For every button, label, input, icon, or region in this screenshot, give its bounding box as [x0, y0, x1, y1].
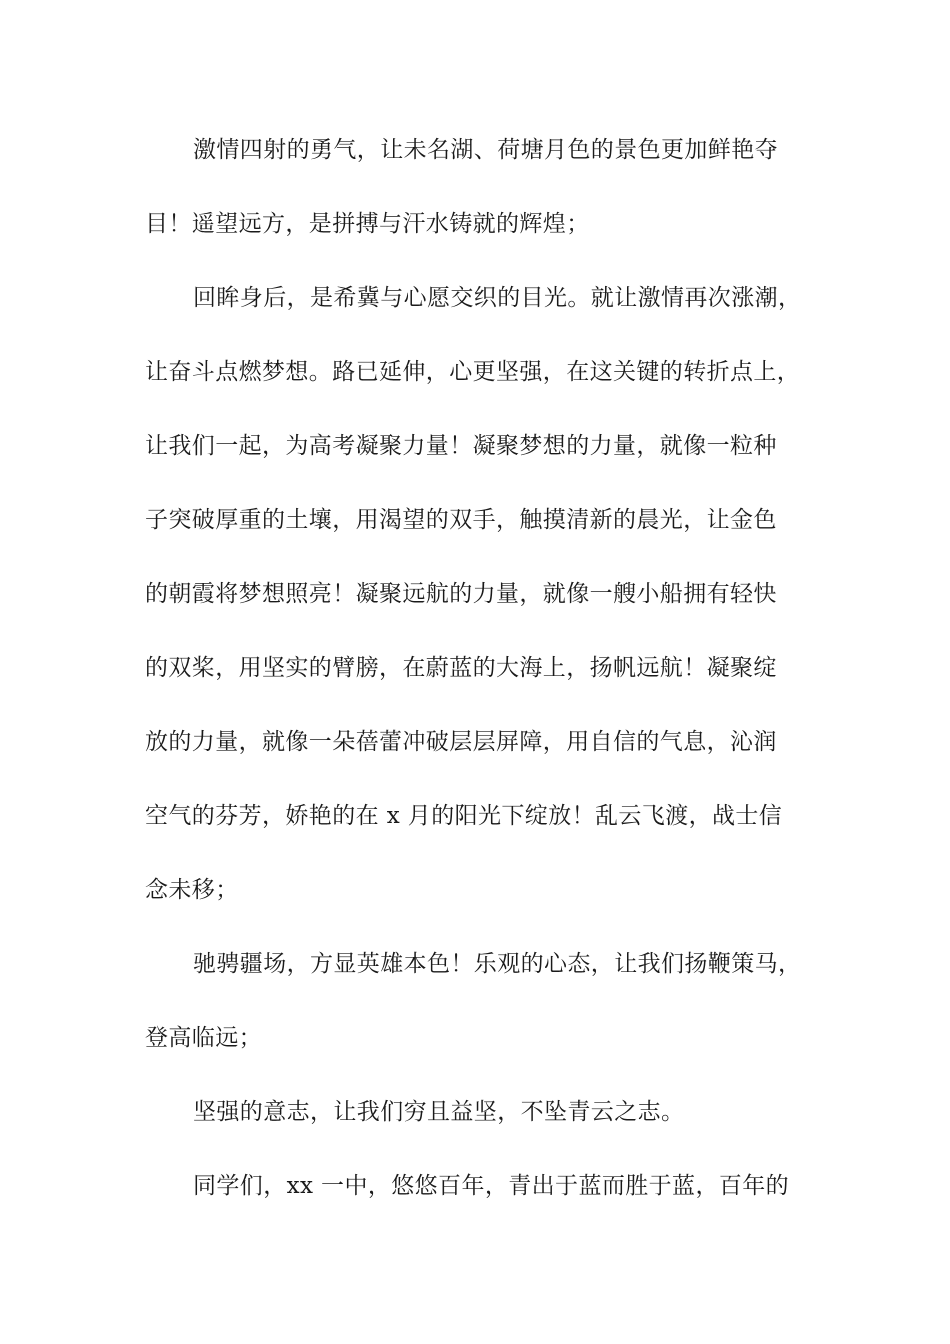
text-line: 登高临远；	[145, 1025, 262, 1051]
text-line: 的双桨，用坚实的臂膀，在蔚蓝的大海上，扬帆远航！凝聚绽	[145, 655, 777, 681]
text-line: 同学们，xx 一中，悠悠百年，青出于蓝而胜于蓝，百年的	[193, 1173, 790, 1199]
text-line: 驰骋疆场，方显英雄本色！乐观的心态，让我们扬鞭策马，	[193, 951, 802, 977]
text-line: 让奋斗点燃梦想。路已延伸，心更坚强，在这关键的转折点上，	[145, 359, 801, 385]
text-line: 坚强的意志，让我们穷且益坚，不坠青云之志。	[193, 1099, 685, 1125]
text-line: 激情四射的勇气，让未名湖、荷塘月色的景色更加鲜艳夺	[193, 137, 778, 163]
text-line: 子突破厚重的土壤，用渴望的双手，触摸清新的晨光，让金色	[145, 507, 777, 533]
text-line: 空气的芬芳，娇艳的在 x 月的阳光下绽放！乱云飞渡，战士信	[145, 803, 783, 829]
text-line: 念未移；	[145, 877, 239, 903]
text-line: 的朝霞将梦想照亮！凝聚远航的力量，就像一艘小船拥有轻快	[145, 581, 777, 607]
document-body	[145, 126, 805, 1236]
text-line: 让我们一起，为高考凝聚力量！凝聚梦想的力量，就像一粒种	[145, 433, 777, 459]
text-line: 目！遥望远方，是拼搏与汗水铸就的辉煌；	[145, 211, 590, 237]
text-line: 回眸身后，是希冀与心愿交织的目光。就让激情再次涨潮，	[193, 285, 802, 311]
text-line: 放的力量，就像一朵蓓蕾冲破层层屏障，用自信的气息，沁润	[145, 729, 777, 755]
